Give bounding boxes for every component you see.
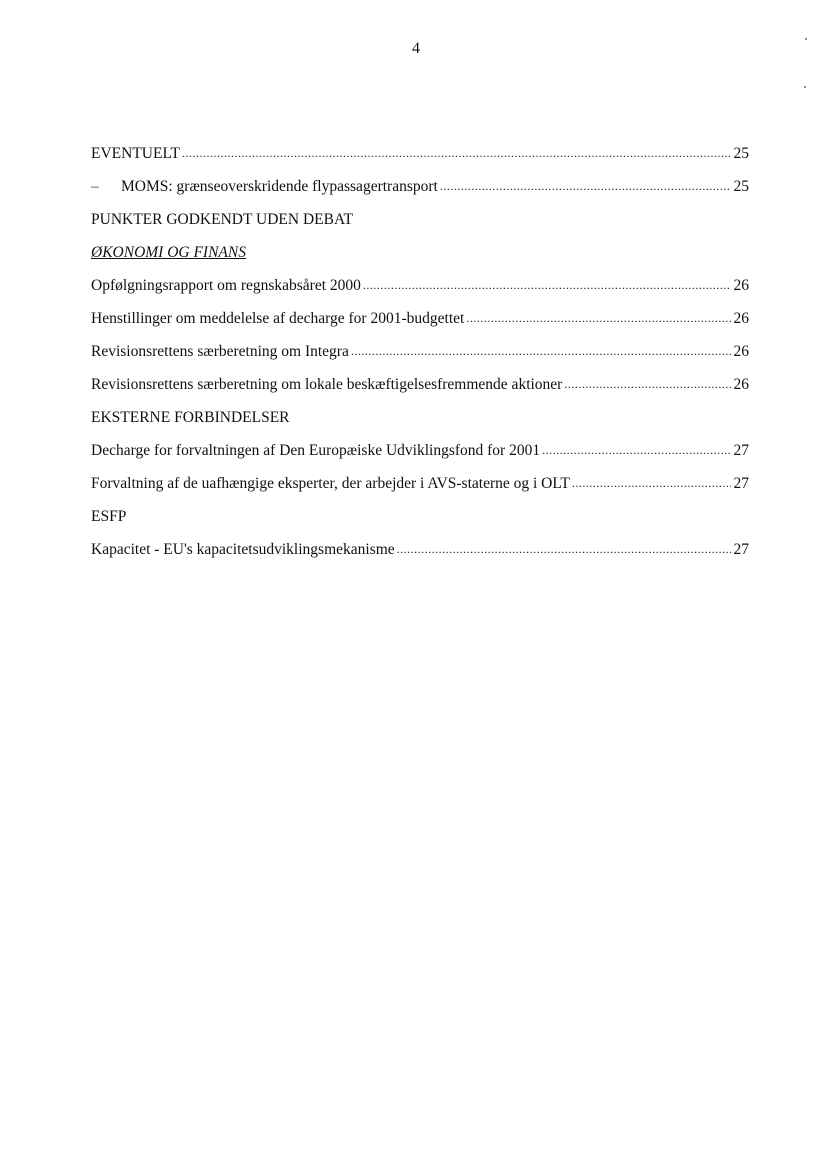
dot-leader xyxy=(542,443,731,467)
dot-leader xyxy=(466,311,731,335)
dot-leader xyxy=(564,377,731,401)
toc-heading-eksterne: EKSTERNE FORBINDELSER xyxy=(91,408,290,426)
toc-entry-moms[interactable] xyxy=(91,170,749,203)
toc-entry-page: 27 xyxy=(733,474,749,492)
toc-entry-kapacitet[interactable] xyxy=(91,533,749,566)
toc-entry-title: Forvaltning af de uafhængige eksperter, der arbejder i AVS-staterne og i OLT xyxy=(91,474,570,492)
toc-entry-page: 25 xyxy=(733,144,749,162)
dash-bullet: – xyxy=(91,177,99,195)
toc-entry-decharge-udviklingsfond[interactable] xyxy=(91,434,749,467)
toc-entry-page: 25 xyxy=(733,177,749,195)
toc-entry-title: Decharge for forvaltningen af Den Europæiske Udviklingsfond for 2001 xyxy=(91,441,541,459)
dot-leader xyxy=(440,179,731,203)
toc-entry-lokale-aktioner[interactable] xyxy=(91,368,749,401)
dot-leader xyxy=(572,476,731,500)
scan-speck xyxy=(804,86,806,88)
page-number: 4 xyxy=(412,40,420,57)
toc-entry-henstillinger[interactable] xyxy=(91,302,749,335)
toc-entry-title: Kapacitet - EU's kapacitetsudviklingsmekanisme xyxy=(91,540,395,558)
dot-leader xyxy=(182,146,731,170)
toc-heading-esfp: ESFP xyxy=(91,507,127,525)
toc-entry-eventuelt[interactable] xyxy=(91,137,749,170)
table-of-contents xyxy=(91,137,749,566)
toc-entry-page: 26 xyxy=(733,375,749,393)
toc-entry-title: Henstillinger om meddelelse af decharge for 2001-budgettet xyxy=(91,309,465,327)
toc-entry-page: 27 xyxy=(733,540,749,558)
toc-heading-punkter: PUNKTER GODKENDT UDEN DEBAT xyxy=(91,210,353,228)
toc-heading-okonomi: ØKONOMI OG FINANS xyxy=(91,243,246,261)
toc-entry-title: EVENTUELT xyxy=(91,144,180,162)
toc-entry-page: 26 xyxy=(733,276,749,294)
dot-leader xyxy=(397,542,731,566)
scan-speck xyxy=(805,38,807,40)
toc-entry-title: Revisionsrettens særberetning om lokale beskæftigelsesfremmende aktioner xyxy=(91,375,563,393)
toc-entry-page: 27 xyxy=(733,441,749,459)
toc-entry-forvaltning-eksperter[interactable] xyxy=(91,467,749,500)
toc-entry-page: 26 xyxy=(733,342,749,360)
toc-entry-title: Revisionsrettens særberetning om Integra xyxy=(91,342,349,360)
dot-leader xyxy=(351,344,731,368)
toc-entry-page: 26 xyxy=(733,309,749,327)
toc-entry-title: MOMS: grænseoverskridende flypassagertransport xyxy=(121,177,438,195)
toc-entry-integra[interactable] xyxy=(91,335,749,368)
toc-entry-opfolgning[interactable] xyxy=(91,269,749,302)
toc-entry-title: Opfølgningsrapport om regnskabsåret 2000 xyxy=(91,276,361,294)
dot-leader xyxy=(363,278,731,302)
